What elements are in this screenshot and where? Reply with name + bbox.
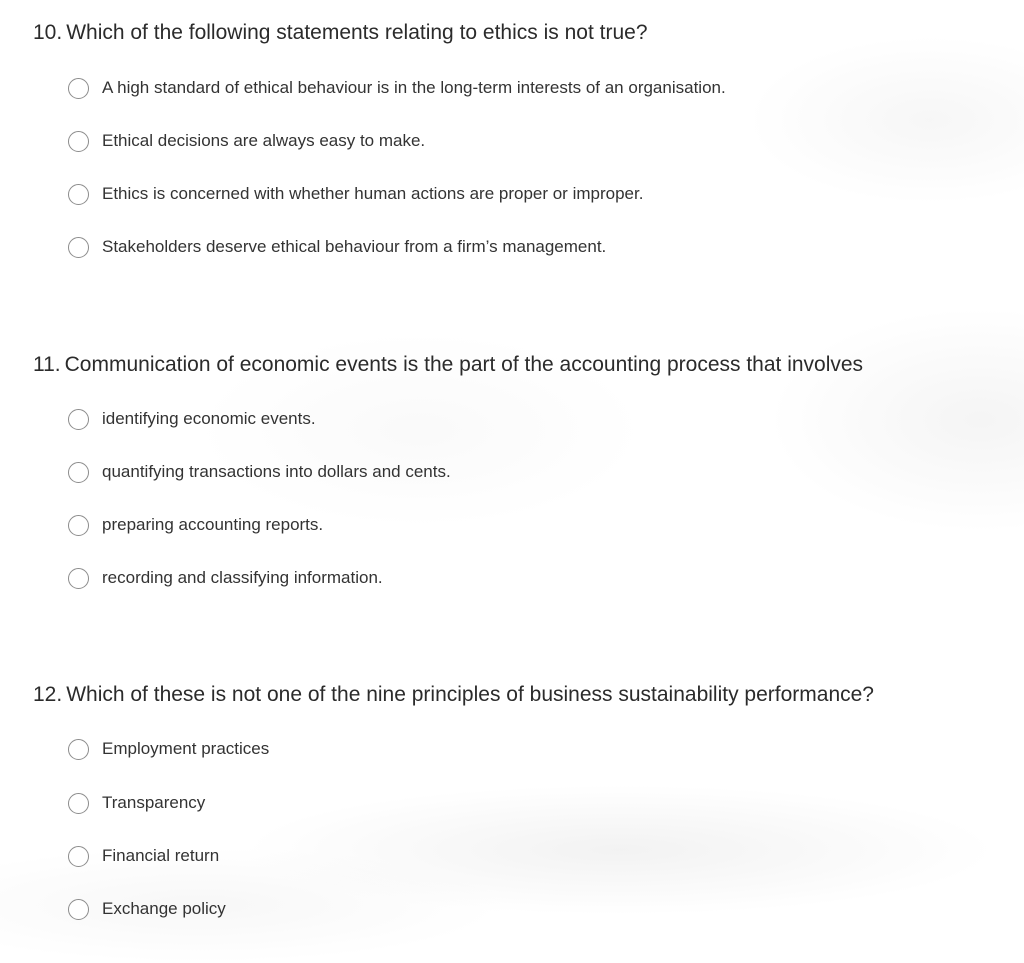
radio-unchecked-icon[interactable] [68,409,89,430]
question-12 [33,682,1008,918]
option-label: recording and classifying information. [102,568,383,587]
question-10 [33,20,1008,256]
radio-unchecked-icon[interactable] [68,184,89,205]
option-label: Financial return [102,846,220,865]
option-label: A high standard of ethical behaviour is in the long-term interests of an organisation. [102,78,726,97]
answer-option[interactable] [68,75,726,101]
answer-option[interactable] [68,406,316,432]
answer-option[interactable] [68,843,219,869]
option-label: preparing accounting reports. [102,515,324,534]
question-text: Which of the following statements relating to ethics is not true? [66,21,648,44]
radio-unchecked-icon[interactable] [68,899,89,920]
question-title [33,20,1008,46]
answer-option[interactable] [68,896,226,922]
radio-unchecked-icon[interactable] [68,568,89,589]
answer-option[interactable] [68,790,205,816]
option-label: Stakeholders deserve ethical behaviour from a firm’s management. [102,237,607,256]
option-label: identifying economic events. [102,409,316,428]
radio-unchecked-icon[interactable] [68,131,89,152]
answer-option[interactable] [68,565,383,591]
radio-unchecked-icon[interactable] [68,78,89,99]
option-label: Employment practices [102,739,270,758]
radio-unchecked-icon[interactable] [68,515,89,536]
answer-option[interactable] [68,459,451,485]
radio-unchecked-icon[interactable] [68,846,89,867]
answer-option[interactable] [68,234,606,260]
radio-unchecked-icon[interactable] [68,237,89,258]
answer-option[interactable] [68,128,425,154]
option-label: Exchange policy [102,899,226,918]
radio-unchecked-icon[interactable] [68,462,89,483]
option-label: quantifying transactions into dollars and cents. [102,462,451,481]
question-number: 12. [33,683,63,706]
question-number: 10. [33,21,63,44]
question-text: Which of these is not one of the nine principles of business sustainability performance? [66,683,874,706]
question-11 [33,352,1008,587]
option-label: Transparency [102,793,206,812]
answer-option[interactable] [68,736,269,762]
answer-option[interactable] [68,512,323,538]
question-title [33,352,1008,378]
option-label: Ethical decisions are always easy to make. [102,131,426,150]
option-label: Ethics is concerned with whether human actions are proper or improper. [102,184,644,203]
radio-unchecked-icon[interactable] [68,793,89,814]
answer-option[interactable] [68,181,643,207]
question-number: 11. [33,353,61,376]
question-title [33,682,1008,708]
question-text: Communication of economic events is the part of the accounting process that involves [64,353,864,376]
radio-unchecked-icon[interactable] [68,739,89,760]
